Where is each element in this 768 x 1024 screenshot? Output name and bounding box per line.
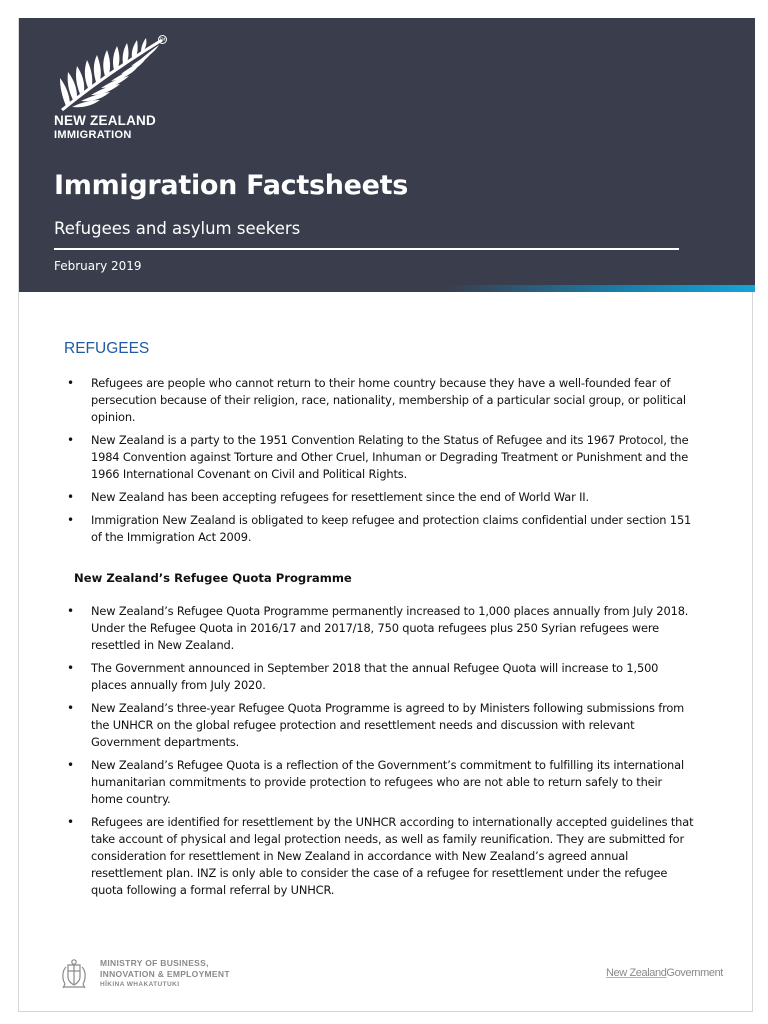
bullet-item: [56, 660, 696, 694]
bullet-text: Refugees are identified for resettlement by the UNHCR according to internationally accepted guidelines that take account of physical and legal protection needs, as well as family reunification. They are submitted for consideration for resettlement in New Zealand in accordance with New Zealand’s agreed annual resettlement plan. INZ is only able to consider the case of a refugee for resettlement under the refugee quota following a formal referral by UNHCR.: [91, 815, 694, 897]
bullet-marker: •: [67, 376, 74, 390]
mbie-name-line1: MINISTRY OF BUSINESS,: [100, 958, 209, 968]
bullet-item: [56, 757, 696, 808]
bullet-item: [56, 489, 696, 506]
bullet-marker: •: [67, 604, 74, 618]
bullet-marker: •: [67, 701, 74, 715]
bullet-text: New Zealand is a party to the 1951 Convention Relating to the Status of Refugee and its 1967 Protocol, the 1984 Convention against Torture and Other Cruel, Inhuman or Degrading Treatment or Punishment and the 1966 International Covenant on Civil and Political Rights.: [91, 433, 689, 481]
nz-government-logo-part1: New Zealand: [606, 967, 667, 979]
bullet-marker: •: [67, 513, 74, 527]
bullet-marker: •: [67, 758, 74, 772]
subsection-heading-quota: New Zealand’s Refugee Quota Programme: [74, 571, 352, 585]
bullet-text: New Zealand’s Refugee Quota is a reflection of the Government’s commitment to fulfilling its international humanitarian commitments to provide protection to refugees who are not able to return safely to their home country.: [91, 758, 684, 806]
bullet-marker: •: [67, 433, 74, 447]
document-title: Immigration Factsheets: [54, 170, 409, 201]
bullet-text: New Zealand has been accepting refugees for resettlement since the end of World War II.: [91, 490, 589, 504]
bullet-text: Immigration New Zealand is obligated to keep refugee and protection claims confidential under section 151 of the Immigration Act 2009.: [91, 513, 692, 544]
mbie-name-line2: INNOVATION & EMPLOYMENT: [100, 969, 230, 979]
bullet-text: New Zealand’s Refugee Quota Programme permanently increased to 1,000 places annually from July 2018. Under the Refugee Quota in 2016/17 and 2017/18, 750 quota refugees plus 250 Syrian refugees were resettled in New Zealand.: [91, 604, 689, 652]
bullet-marker: •: [67, 815, 74, 829]
bullet-marker: •: [67, 661, 74, 675]
nz-government-logo-part2: Government: [666, 967, 723, 979]
bullet-item: [56, 814, 696, 899]
trademark-mark: TM: [159, 37, 166, 42]
logo-wordmark-line1: NEW ZEALAND: [54, 113, 156, 128]
nz-government-logo: [606, 967, 723, 979]
bullet-item: [56, 603, 696, 654]
bullet-text: Refugees are people who cannot return to their home country because they have a well-founded fear of persecution because of their religion, race, nationality, membership of a particular social group, or political opinion.: [91, 376, 686, 424]
bullet-item: [56, 432, 696, 483]
bullet-marker: •: [67, 490, 74, 504]
coat-of-arms-icon: [57, 957, 91, 991]
bullet-item: [56, 512, 696, 546]
refugees-bullet-list: [56, 375, 696, 552]
document-date: February 2019: [54, 259, 142, 273]
title-divider: [54, 248, 679, 250]
bullet-item: [56, 700, 696, 751]
header-accent-stripe: [19, 285, 755, 292]
quota-bullet-list: [56, 603, 696, 905]
footer-mbie-logo: [57, 957, 257, 993]
bullet-text: The Government announced in September 2018 that the annual Refugee Quota will increase to 1,500 places annually from July 2020.: [91, 661, 659, 692]
bullet-item: [56, 375, 696, 426]
bullet-text: New Zealand’s three-year Refugee Quota Programme is agreed to by Ministers following submissions from the UNHCR on the global refugee protection and resettlement needs and discussion with relevant Government departments.: [91, 701, 685, 749]
document-subtitle: Refugees and asylum seekers: [54, 219, 301, 238]
section-heading-refugees: REFUGEES: [64, 340, 150, 357]
logo-wordmark-line2: IMMIGRATION: [54, 129, 132, 141]
mbie-maori-name: HĪKINA WHAKATUTUKI: [100, 981, 180, 988]
